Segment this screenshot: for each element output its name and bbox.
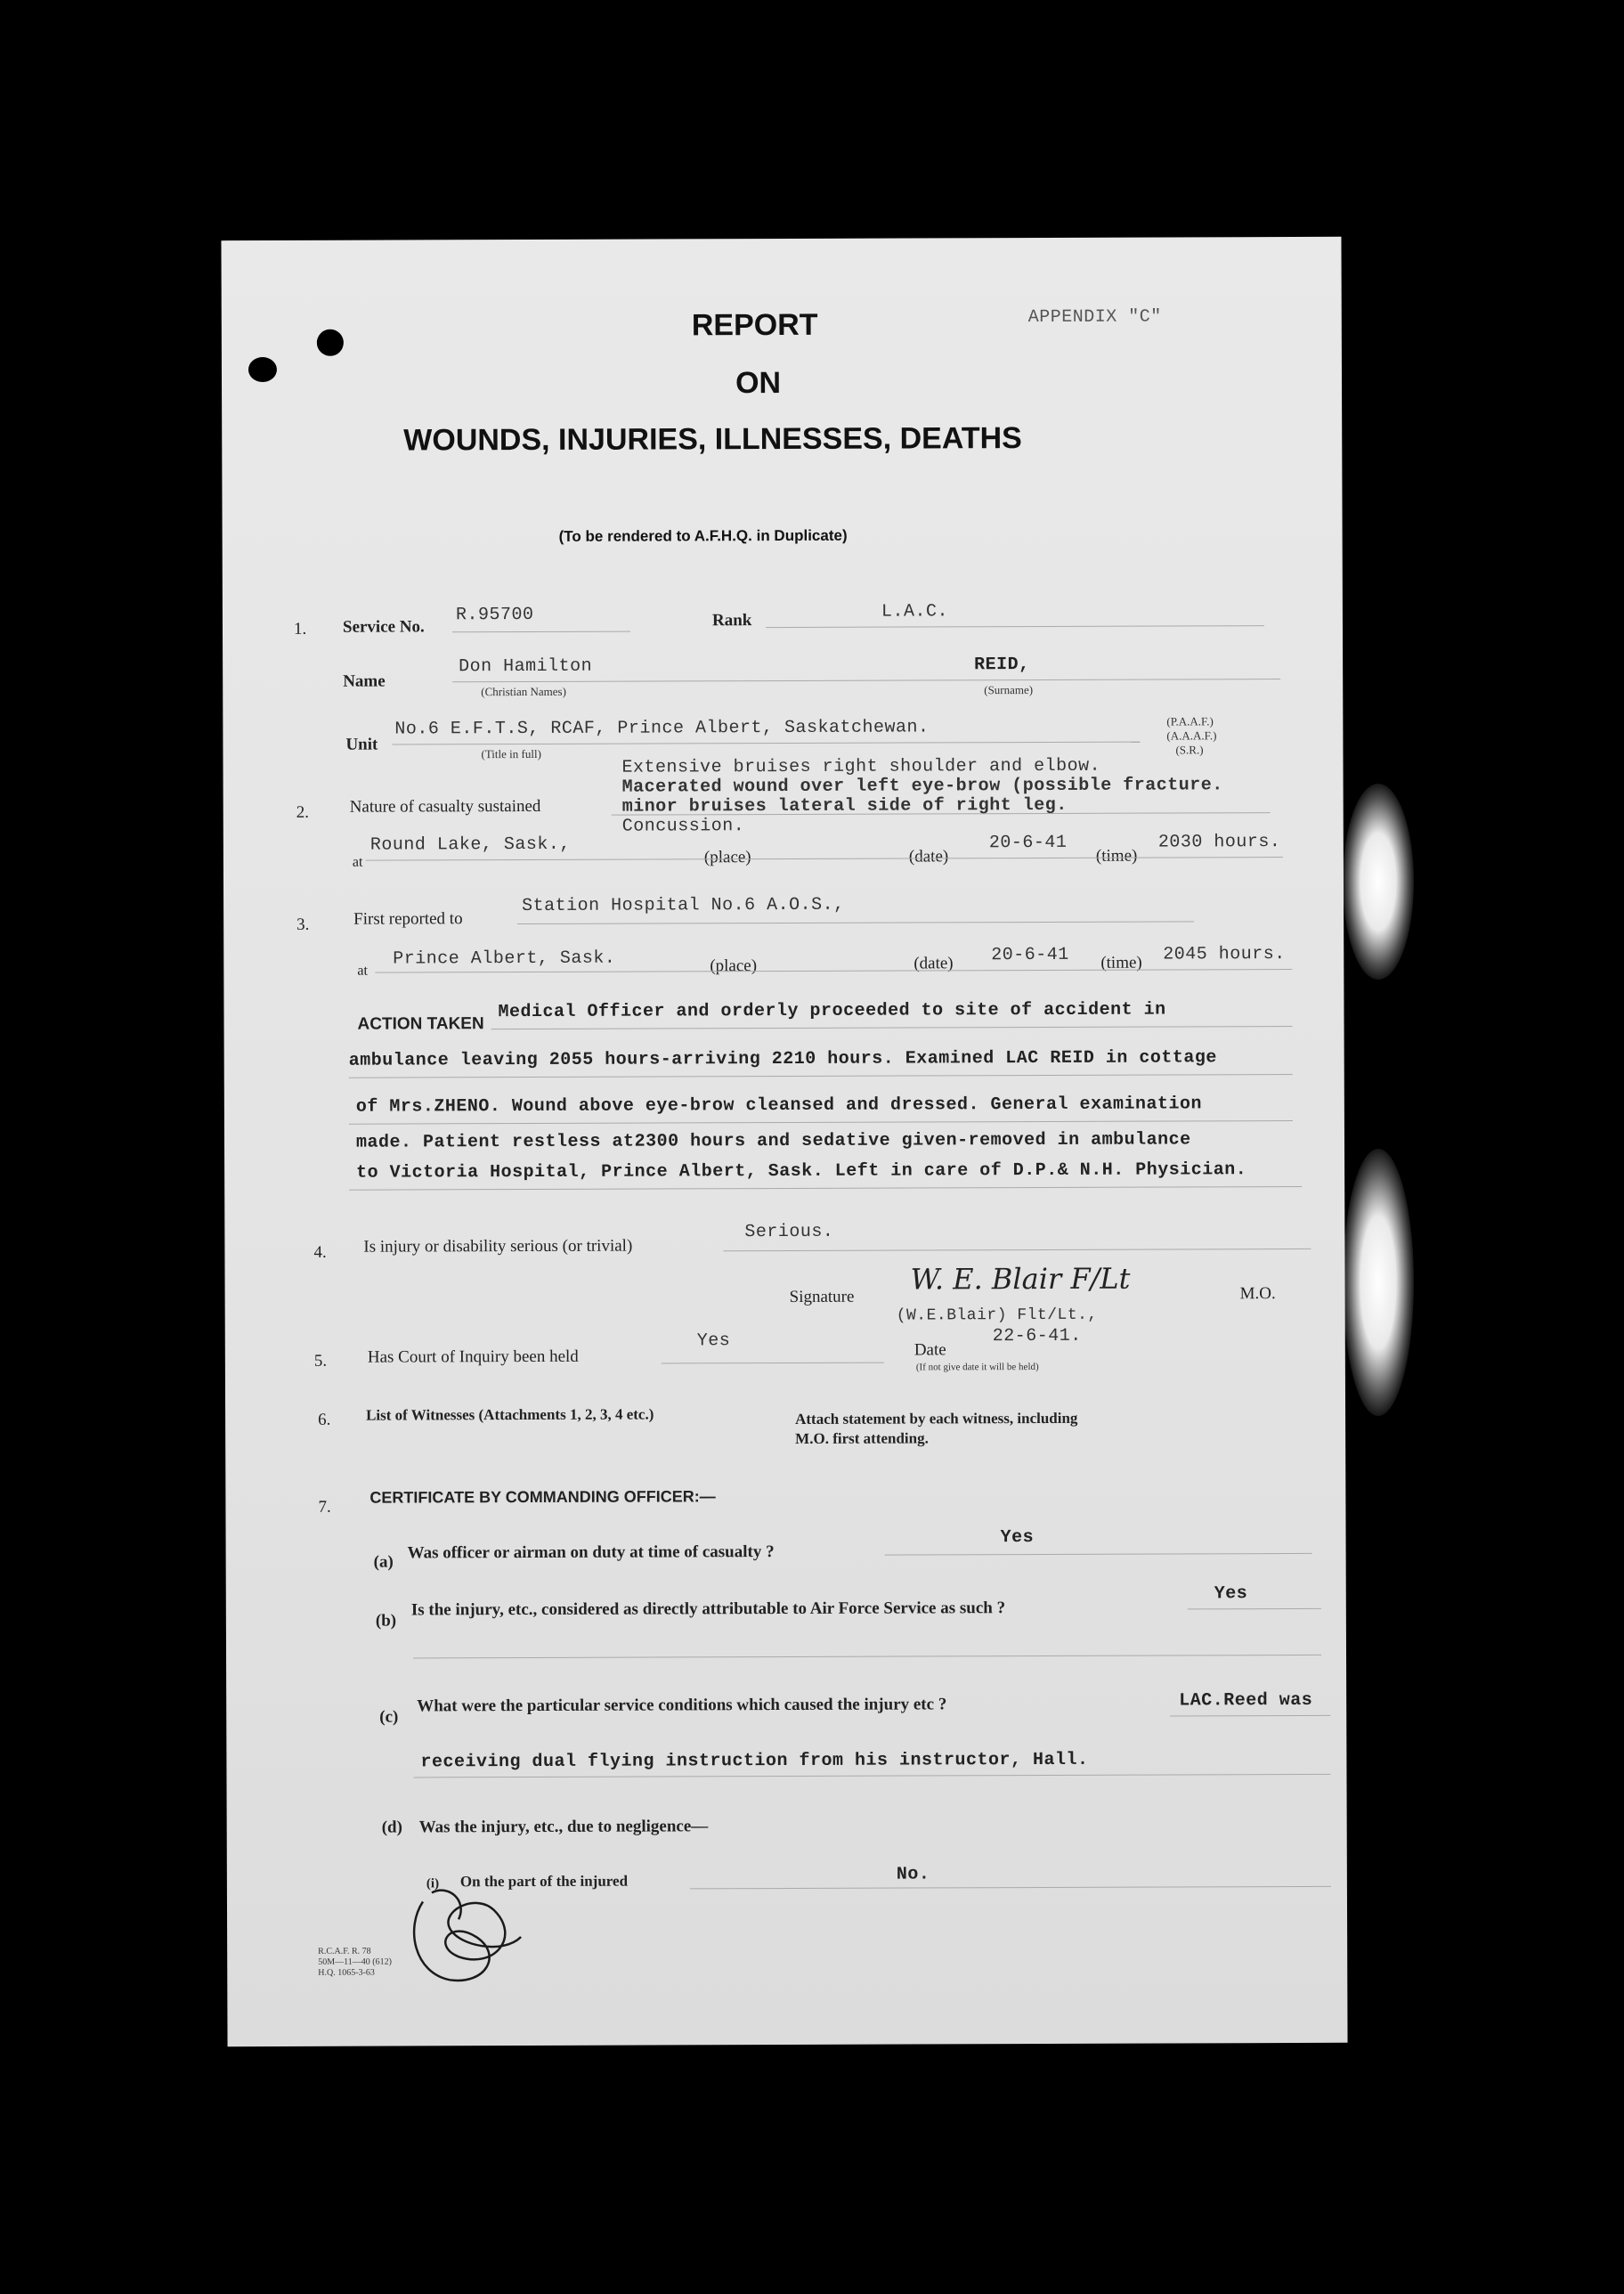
surname-caption: (Surname) [984,683,1034,697]
punch-hole [248,357,277,382]
surname-value: REID, [974,655,1030,676]
item-2-number: 2. [296,802,309,822]
item-6-number: 6. [318,1410,331,1429]
rank-value: L.A.C. [881,601,948,622]
signed-date-value: 22-6-41. [992,1325,1082,1347]
report-subject: WOUNDS, INJURIES, ILLNESSES, DEATHS [403,421,1022,458]
question-a-text: Was officer or airman on duty at time of casualty ? [407,1542,775,1563]
court-of-inquiry-value: Yes [696,1330,731,1352]
report-subtitle: (To be rendered to A.F.H.Q. in Duplicate) [558,526,848,545]
first-reported-label: First reported to [353,909,463,929]
at-label: at [357,963,368,979]
time-label: (time) [1100,953,1142,972]
question-c-underline [413,1774,1330,1778]
action-underline [349,1186,1302,1191]
signed-date-label: Date [914,1340,946,1360]
form-code: H.Q. 1065-3-63 [318,1967,375,1978]
unit-label: Unit [345,735,378,754]
reported-date-value: 20-6-41 [991,944,1069,966]
action-underline [491,1026,1293,1029]
question-c-underline [1170,1715,1330,1717]
question-a-marker: (a) [373,1552,394,1572]
item-3-number: 3. [296,915,310,934]
question-b-marker: (b) [375,1611,397,1631]
item-1-number: 1. [293,619,307,639]
witnesses-note: M.O. first attending. [795,1429,929,1447]
question-d-i-underline [690,1886,1331,1890]
report-title-on: ON [735,366,782,401]
casualty-date-value: 20-6-41 [988,832,1068,854]
action-underline [349,1074,1293,1078]
reported-time-value: 2045 hours. [1163,944,1286,965]
service-no-label: Service No. [342,617,425,637]
first-reported-underline [517,921,1194,924]
service-no-value: R.95700 [455,604,534,626]
christian-names-caption: (Christian Names) [481,684,566,699]
question-c-marker: (c) [379,1707,399,1727]
signature-label: Signature [789,1287,855,1306]
name-label: Name [343,671,386,691]
rank-underline [766,625,1264,628]
date-label: (date) [908,847,949,866]
signatory-name: (W.E.Blair) Flt/Lt., [896,1306,1098,1325]
item-5-number: 5. [313,1351,328,1371]
item-7-number: 7. [318,1497,331,1517]
question-d-i-value: No. [896,1864,930,1885]
nature-line: Concussion. [621,816,745,837]
question-d-text: Was the injury, etc., due to negligence— [418,1817,709,1837]
force-option: (S.R.) [1175,743,1204,757]
action-line: of Mrs.ZHENO. Wound above eye-brow cleansed and dressed. General examination [355,1094,1203,1118]
witnesses-note: Attach statement by each witness, including [795,1409,1078,1428]
place-label: (place) [703,848,751,867]
first-reported-value: Station Hospital No.6 A.O.S., [522,894,845,917]
question-b-underline [1188,1608,1321,1610]
question-b-text: Is the injury, etc., considered as directly attributable to Air Force Service as such ? [410,1598,1006,1620]
nature-line: Macerated wound over left eye-brow (possible fracture. [621,775,1223,798]
question-d-marker: (d) [381,1818,402,1837]
mo-signature: W. E. Blair F/Lt [910,1261,1131,1297]
unit-caption: (Title in full) [481,746,541,761]
name-underline [452,679,1280,682]
action-line: made. Patient restless at2300 hours and sedative given-removed in ambulance [355,1129,1191,1153]
question-c-value: LAC.Reed was [1179,1689,1313,1712]
nature-of-casualty-label: Nature of casualty sustained [349,796,541,817]
date-label: (date) [914,954,954,973]
question-b-underline [413,1655,1321,1659]
question-c-text: What were the particular service conditions which caused the injury etc ? [417,1695,947,1716]
question-c-value: receiving dual flying instruction from his instructor, Hall. [420,1749,1089,1773]
serious-or-trivial-value: Serious. [744,1221,834,1243]
appendix-label: APPENDIX "C" [1027,306,1162,329]
force-option: (A.A.A.F.) [1166,728,1217,743]
casualty-time-value: 2030 hours. [1157,832,1281,853]
item-4-number: 4. [313,1242,327,1262]
question-d-i-marker: (i) [426,1876,440,1891]
action-line: Medical Officer and orderly proceeded to site of accident in [498,999,1166,1023]
light-glare [1343,784,1414,980]
certificate-heading: CERTIFICATE BY COMMANDING OFFICER:— [369,1487,716,1507]
question-a-value: Yes [1000,1527,1035,1549]
punch-hole [317,329,344,356]
action-line: to Victoria Hospital, Prince Albert, Sask. Left in care of D.P.& N.H. Physician. [356,1159,1247,1184]
form-code: 50M—11—40 (612) [318,1956,392,1967]
report-form [221,237,1347,2046]
place-underline [366,857,1283,861]
rank-label: Rank [711,611,752,630]
form-code: R.C.A.F. R. 78 [318,1946,371,1956]
serious-underline [723,1249,1311,1251]
reported-place-value: Prince Albert, Sask. [393,948,616,970]
report-title: REPORT [691,307,818,343]
at-label: at [352,854,363,870]
casualty-place-value: Round Lake, Sask., [369,834,571,856]
service-no-underline [452,631,630,633]
time-label: (time) [1095,846,1138,866]
nature-line: Extensive bruises right shoulder and elbow. [621,755,1101,778]
serious-or-trivial-label: Is injury or disability serious (or trivial) [363,1236,633,1257]
unit-value: No.6 E.F.T.S, RCAF, Prince Albert, Saskatchewan. [394,717,930,740]
action-line: ambulance leaving 2055 hours-arriving 2210 hours. Examined LAC REID in cottage [348,1047,1217,1071]
signed-date-note: (If not give date it will be held) [915,1362,1039,1373]
mo-label: M.O. [1239,1284,1276,1304]
christian-names-value: Don Hamilton [459,655,593,678]
question-b-value: Yes [1214,1583,1248,1605]
action-underline [349,1120,1293,1125]
action-taken-label: ACTION TAKEN [357,1014,484,1034]
reported-place-underline [375,969,1292,973]
witnesses-label: List of Witnesses (Attachments 1, 2, 3, 4 etc.) [366,1405,654,1424]
court-of-inquiry-label: Has Court of Inquiry been held [367,1346,579,1367]
court-underline [662,1363,884,1364]
question-a-underline [885,1553,1312,1556]
question-d-i-text: On the part of the injured [459,1872,629,1891]
light-glare [1343,1149,1414,1416]
initials-signature [396,1875,530,1991]
force-option: (P.A.A.F.) [1166,714,1214,728]
place-label: (place) [710,956,758,976]
unit-underline [392,742,1140,745]
nature-line: minor bruises lateral side of right leg. [621,794,1068,818]
